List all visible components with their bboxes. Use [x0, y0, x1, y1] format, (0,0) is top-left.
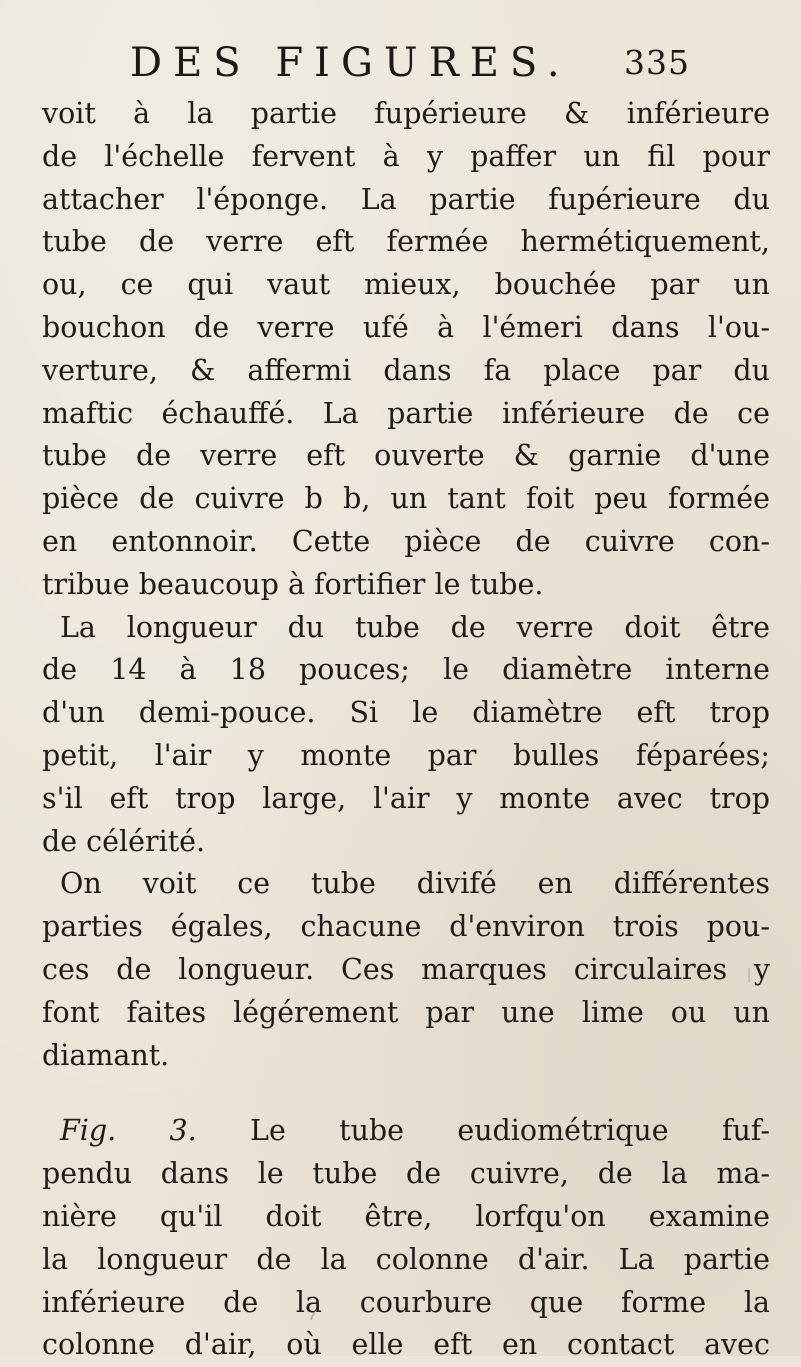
text-line: colonne d'air, où elle eft en contact avec: [42, 1328, 770, 1362]
text-line: tube de verre eft ouverte & garnie d'une: [42, 439, 770, 473]
paragraph-gap: [42, 1077, 770, 1110]
text-line: petit, l'air y monte par bulles féparées;: [42, 738, 770, 772]
page-number: 335: [624, 43, 690, 82]
text-line: font faites légérement par une lime ou un: [42, 995, 770, 1029]
figure-reference: Fig. 3.: [60, 1114, 197, 1148]
text-line: La longueur du tube de verre doit être: [60, 610, 770, 644]
text-line: pièce de cuivre b b, un tant foit peu formée: [42, 482, 770, 516]
paragraph-2: [42, 607, 770, 864]
paragraph-1: [42, 93, 770, 607]
text-line: ces de longueur. Ces marques circulaires y: [42, 952, 770, 986]
text-line: diamant.: [42, 1038, 170, 1072]
page-header: [130, 38, 690, 88]
text-line: [42, 1110, 770, 1153]
scan-speck: [748, 968, 750, 982]
figure-line-rest: Le tube eudiométrique fuf-: [250, 1114, 770, 1148]
text-line: voit à la partie fupérieure & inférieure: [42, 97, 770, 130]
paragraph-3: [42, 863, 770, 1077]
text-line: ou, ce qui vaut mieux, bouchée par un: [42, 268, 770, 302]
text-line: de célérité.: [42, 824, 206, 858]
text-line: inférieure de la courbure que forme la: [42, 1285, 770, 1319]
text-line: maftic échauffé. La partie inférieure de ce: [42, 396, 770, 430]
scan-speck: [58, 1298, 61, 1301]
text-line: en entonnoir. Cette pièce de cuivre con-: [42, 524, 770, 558]
text-line: s'il eft trop large, l'air y monte avec trop: [42, 781, 770, 815]
paragraph-4: [42, 1110, 770, 1367]
text-line: pendu dans le tube de cuivre, de la ma-: [42, 1157, 770, 1191]
text-line: de l'échelle fervent à y paffer un fil pour: [42, 139, 770, 173]
running-title: DES FIGURES.: [130, 40, 571, 86]
text-line: verture, & affermi dans fa place par du: [42, 353, 770, 387]
text-line: tribue beaucoup à fortifier le tube.: [42, 567, 544, 601]
text-line: de 14 à 18 pouces; le diamètre interne: [42, 653, 770, 687]
text-line: bouchon de verre ufé à l'émeri dans l'ou-: [42, 310, 770, 344]
body-text: [42, 93, 770, 1367]
text-line: tube de verre eft fermée hermétiquement,: [42, 225, 770, 259]
text-line: On voit ce tube divifé en différentes: [60, 867, 770, 901]
text-line: nière qu'il doit être, lorfqu'on examine: [42, 1199, 770, 1233]
text-line: attacher l'éponge. La partie fupérieure du: [42, 182, 770, 216]
text-line: la longueur de la colonne d'air. La partie: [42, 1242, 770, 1276]
text-line: parties égales, chacune d'environ trois pou-: [42, 910, 770, 944]
text-line: d'un demi-pouce. Si le diamètre eft trop: [42, 696, 770, 730]
